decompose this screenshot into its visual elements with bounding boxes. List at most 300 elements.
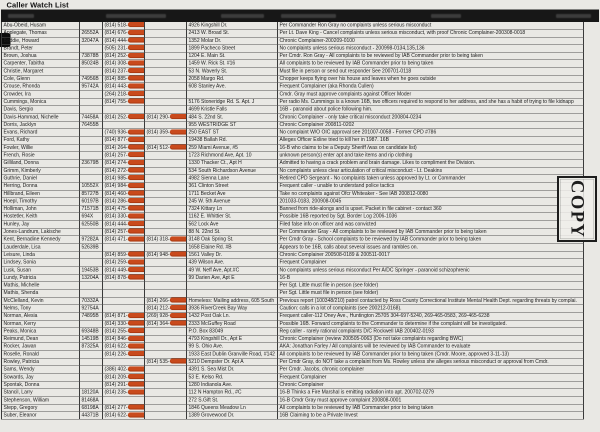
table-row	[2, 366, 584, 374]
caller-id-number: 694X	[80, 213, 103, 220]
caller-id-number	[80, 290, 103, 297]
caller-restriction-note: 16-B	[278, 274, 584, 281]
caller-id-number: 81468A	[80, 397, 103, 404]
caller-phone-primary	[103, 244, 145, 251]
caller-restriction-note: 201033-0183, 200908-0045	[278, 198, 584, 205]
caller-phone-primary: (814) 518-	[103, 22, 145, 29]
caller-address: 955 WESTRIDGE ST	[187, 121, 278, 128]
redaction-mark	[128, 53, 145, 58]
caller-id-number: 68198A	[80, 404, 103, 411]
caller-id-number: 74895B	[80, 313, 103, 320]
caller-restriction-note: 16B Claiming to be a Private Invest	[278, 412, 584, 419]
table-row	[2, 30, 584, 38]
table-row	[2, 359, 584, 367]
caller-phone-primary	[103, 121, 145, 128]
table-row	[2, 129, 584, 137]
caller-phone-secondary	[145, 343, 187, 350]
caller-name: Davis, Sergio	[2, 106, 80, 113]
table-row	[2, 251, 584, 259]
table-row	[2, 206, 584, 214]
table-row	[2, 351, 584, 359]
table-row	[2, 213, 584, 221]
caller-id-number: 92754A	[80, 305, 103, 312]
caller-address: 562 Lock Ave	[187, 221, 278, 228]
redaction-mark	[128, 137, 145, 142]
caller-address: 7324 Kittary Ln	[187, 206, 278, 213]
caller-id-number: 76455B	[80, 121, 103, 128]
caller-phone-primary	[103, 282, 145, 289]
table-row	[2, 274, 584, 282]
caller-phone-secondary	[145, 221, 187, 228]
caller-restriction-note: Chopper keeps flying over his house and leaves when he goes outside	[278, 76, 584, 83]
caller-phone-primary: (814) 460-	[103, 190, 145, 197]
caller-phone-secondary	[145, 175, 187, 182]
caller-phone-secondary	[145, 404, 187, 411]
redaction-mark	[170, 359, 187, 364]
caller-phone-secondary	[145, 37, 187, 44]
table-row	[2, 175, 584, 183]
caller-phone-primary: (814) 985-	[103, 175, 145, 182]
table-row	[2, 328, 584, 336]
caller-address: 1658 Elaine Rd. #B	[187, 244, 278, 251]
caller-address: 250 EAST ST	[187, 129, 278, 136]
caller-address	[187, 290, 278, 297]
caller-restriction-note: No complaints unless serious misconduct Per A/DC Springer - paranoid schizophrenic	[278, 267, 584, 274]
caller-name: Fowler, Willie	[2, 144, 80, 151]
caller-restriction-note: Reg caller - rarely rational complaints D/C Rockwell IAB 200402-0193	[278, 328, 584, 335]
caller-id-number	[80, 98, 103, 105]
caller-address: Homeless: Mailing address, 605 South	[187, 297, 278, 304]
caller-address: 361 Clinton Street	[187, 183, 278, 190]
caller-phone-primary: (814) 984-	[103, 183, 145, 190]
caller-phone-secondary	[145, 244, 187, 251]
caller-id-number: 97282A	[80, 236, 103, 243]
caller-id-number: 14519B	[80, 336, 103, 343]
caller-address: 259 Miami Avenue, #5	[187, 144, 278, 151]
caller-phone-secondary	[145, 336, 187, 343]
caller-id-number: 85727B	[80, 190, 103, 197]
caller-phone-secondary	[145, 198, 187, 205]
caller-id-number: 87325A	[80, 343, 103, 350]
caller-id-number	[80, 351, 103, 358]
table-row	[2, 114, 584, 122]
caller-id-number: 62550B	[80, 221, 103, 228]
table-header-bar	[1, 10, 599, 23]
redaction-mark	[170, 236, 187, 241]
caller-restriction-note: Banned from ride-alongs and is upset. Packet in file cabinet - contact 360	[278, 206, 584, 213]
caller-name: Brown, Joshua	[2, 53, 80, 60]
caller-phone-secondary	[145, 106, 187, 113]
caller-phone-primary: (814) 255-	[103, 328, 145, 335]
caller-restriction-note: Per Lt. Dave King - Cancel complaints unless serious misconduct, with proof Chronic Complainer-200308-0018	[278, 30, 584, 37]
caller-restriction-note: Per Cmdr Gray - School complaints to be reviewed by IAB Commander prior to being taken	[278, 236, 584, 243]
caller-restriction-note: Chronic Complainer 200508-0189 & 200511-0017	[278, 251, 584, 258]
caller-id-number: 70332A	[80, 297, 103, 304]
caller-phone-secondary	[145, 167, 187, 174]
caller-name: Lindsey, Sonia	[2, 259, 80, 266]
caller-phone-secondary	[145, 190, 187, 197]
caller-id-number: 73878B	[80, 53, 103, 60]
table-row	[2, 282, 584, 290]
table-row	[2, 381, 584, 389]
table-row	[2, 313, 584, 321]
caller-restriction-note: unknown person(s) enter apt and take items and rip clothing	[278, 152, 584, 159]
caller-restriction-note: All complaints to be reviewed by IAB Commander prior to being taken (Cmdr. Moore, approved 3-11-13)	[278, 351, 584, 358]
redaction-mark	[170, 320, 187, 325]
caller-phone-secondary	[145, 397, 187, 404]
caller-restriction-note: 16-B Thinks a Fire Marshal is emitting radiation into apt. 200702-0279	[278, 389, 584, 396]
caller-id-number	[80, 175, 103, 182]
caller-restriction-note: Chronic Complainer	[278, 381, 584, 388]
table-row	[2, 374, 584, 382]
caller-id-number	[80, 251, 103, 258]
caller-id-number	[80, 359, 103, 366]
redaction-mark	[128, 405, 145, 410]
table-row	[2, 45, 584, 53]
caller-address: 1723 Richmond Ave, Apt. 10	[187, 152, 278, 159]
caller-restriction-note: Filed false info on officer and was convicted	[278, 221, 584, 228]
caller-restriction-note: Possible 16B. Forward complaints to the Commander to determine if the complaint will be investigated.	[278, 320, 584, 327]
caller-name: Guthrie, Daniel	[2, 175, 80, 182]
caller-address: 4982 Sienna Lane	[187, 175, 278, 182]
redaction-mark	[128, 160, 145, 165]
caller-name: Boddie, Howard	[2, 37, 80, 44]
table-row	[2, 22, 584, 30]
caller-phone-primary: (814) 622-	[103, 343, 145, 350]
caller-restriction-note: Cmdr. Gray must approve complaints against Officer Moder	[278, 91, 584, 98]
caller-address: 2058 Margo Rd.	[187, 76, 278, 83]
caller-name: Hillbrand, Eileen	[2, 190, 80, 197]
caller-phone-secondary	[145, 83, 187, 90]
caller-id-number	[80, 167, 103, 174]
table-row	[2, 53, 584, 61]
caller-id-number: 13204A	[80, 274, 103, 281]
caller-phone-secondary	[145, 290, 187, 297]
caller-id-number: 69348B	[80, 328, 103, 335]
caller-phone-primary: (814) 237-	[103, 68, 145, 75]
caller-restriction-note: Frequent caller-112 Oney Ave., Huntington 25705 304-697-5240, 269-465-0583, 269-465-6238	[278, 313, 584, 320]
caller-restriction-note: No complaints unless clear articulation of critical misconduct - Lt. Deakins	[278, 167, 584, 174]
redaction-mark	[128, 83, 145, 88]
caller-name: Lauderdale, Lisa	[2, 244, 80, 251]
redaction-mark	[128, 366, 145, 371]
caller-name: Rocker, Jawan	[2, 343, 80, 350]
caller-phone-secondary	[145, 91, 187, 98]
caller-restriction-note: Frequent Complainer (aka Rhonda Cullen)	[278, 83, 584, 90]
caller-address: 88 N. 22nd St.	[187, 229, 278, 236]
caller-name: Dorris, Jacklyn	[2, 121, 80, 128]
caller-restriction-note: Per Sgt. Little must file in person (see folder)	[278, 290, 584, 297]
copy-stamp	[557, 176, 597, 242]
caller-phone-primary: (814) 235-	[103, 389, 145, 396]
caller-id-number	[80, 68, 103, 75]
caller-phone-primary: (814) 274-	[103, 160, 145, 167]
redaction-mark	[128, 91, 145, 96]
table-row	[2, 259, 584, 267]
illegible-header-text	[556, 14, 591, 18]
caller-phone-secondary: (814) 290-	[145, 114, 187, 121]
caller-restriction-note: Per Sgt. Little must file in person (see folder)	[278, 282, 584, 289]
caller-address: 3936 RiverCreek Bay Way	[187, 305, 278, 312]
table-row	[2, 160, 584, 168]
redaction-mark	[128, 206, 145, 211]
caller-phone-primary: (814) 859-	[103, 251, 145, 258]
table-row	[2, 244, 584, 252]
caller-name: Roselle, Ronald	[2, 351, 80, 358]
caller-address: 1204 E. Main St.	[187, 53, 278, 60]
caller-restriction-note: Take no complaints against Ofcr Whiteaker - See IAB 200812-0080	[278, 190, 584, 197]
table-row	[2, 305, 584, 313]
caller-phone-secondary: (814) 212-	[145, 305, 187, 312]
caller-restriction-note: Possible 16B reported by Sgt. Border Log 2006-1036	[278, 213, 584, 220]
caller-address	[187, 282, 278, 289]
caller-restriction-note: Frequent Complainer	[278, 259, 584, 266]
caller-id-number	[80, 366, 103, 373]
caller-address: 112 N Hampton Rd., #C	[187, 389, 278, 396]
caller-id-number	[80, 320, 103, 327]
caller-restriction-note: 16-B who claims to be a Deputy Sheriff /was on candidate list)	[278, 144, 584, 151]
caller-name: Crouse, Rhonda	[2, 83, 80, 90]
caller-phone-primary: (814) 252-	[103, 114, 145, 121]
caller-watch-table	[1, 22, 584, 420]
caller-address: 2413 W. Broad St.	[187, 30, 278, 37]
caller-restriction-note: Chronic Complainer - only take critical misconduct 200804-0234	[278, 114, 584, 121]
caller-phone-secondary: (814) 364-	[145, 320, 187, 327]
caller-id-number: 44371B	[80, 412, 103, 419]
caller-name: Nelms, Tony	[2, 305, 80, 312]
redaction-mark	[128, 152, 145, 157]
caller-name: Suber, Eleanor	[2, 412, 80, 419]
caller-phone-primary: (814) 272-	[103, 167, 145, 174]
caller-phone-primary: (740) 936-	[103, 129, 145, 136]
redaction-mark	[128, 114, 145, 119]
redaction-mark	[128, 343, 145, 348]
redaction-mark	[128, 30, 145, 35]
caller-address: 1330 Thacker Ct., Apt H	[187, 160, 278, 167]
caller-id-number: 85024B	[80, 60, 103, 67]
caller-restriction-note: Must file in person or send out responder See 200701-0118	[278, 68, 584, 75]
caller-phone-secondary	[145, 60, 187, 67]
redaction-mark	[128, 60, 145, 65]
caller-address: 4926 Kingshill Dr.	[187, 22, 278, 29]
caller-address: 4391 S. Sea Mist Dr.	[187, 366, 278, 373]
caller-phone-secondary	[145, 137, 187, 144]
illegible-header-text	[221, 14, 264, 18]
table-row	[2, 389, 584, 397]
table-row	[2, 152, 584, 160]
caller-name: Lusk, Susan	[2, 267, 80, 274]
caller-name: Carpenter, Tabitha	[2, 60, 80, 67]
caller-id-number	[80, 381, 103, 388]
caller-phone-secondary	[145, 328, 187, 335]
redaction-mark	[170, 129, 187, 134]
caller-phone-primary: (814) 264-	[103, 144, 145, 151]
caller-name: Brandt, Peter	[2, 45, 80, 52]
redaction-mark	[128, 389, 145, 394]
caller-phone-secondary	[145, 412, 187, 419]
caller-phone-primary: (814) 846-	[103, 336, 145, 343]
redaction-mark	[128, 374, 145, 379]
caller-phone-secondary	[145, 160, 187, 167]
caller-id-number	[80, 144, 103, 151]
redaction-mark	[128, 336, 145, 341]
caller-phone-primary: (814) 330-	[103, 320, 145, 327]
caller-phone-primary: (814) 471-	[103, 236, 145, 243]
caller-name: Peaks, Monica	[2, 328, 80, 335]
table-row	[2, 183, 584, 191]
caller-phone-primary	[103, 106, 145, 113]
redaction-mark	[128, 198, 145, 203]
caller-name: Mathis, Shenda	[2, 290, 80, 297]
redaction-mark	[128, 68, 145, 73]
caller-name: Stancil, Larry	[2, 389, 80, 396]
caller-name: Gilliland, Donna	[2, 160, 80, 167]
caller-phone-secondary	[145, 374, 187, 381]
table-row	[2, 121, 584, 129]
table-row	[2, 336, 584, 344]
caller-id-number	[80, 91, 103, 98]
caller-id-number	[80, 22, 103, 29]
caller-restriction-note: Per Cmdr. Jacobs, chronic complainer	[278, 366, 584, 373]
caller-name: Cole, Glenn	[2, 76, 80, 83]
redaction-mark	[128, 22, 145, 27]
caller-address: 1933 East Dublin Granville Road, #142	[187, 351, 278, 358]
caller-phone-secondary	[145, 30, 187, 37]
caller-id-number	[80, 229, 103, 236]
caller-address: 608 Stanley Ave.	[187, 83, 278, 90]
caller-restriction-note: 16B - paranoid about police following him.	[278, 106, 584, 113]
caller-id-number: 95742A	[80, 83, 103, 90]
caller-address: 1711 Becket Ave	[187, 190, 278, 197]
caller-restriction-note: Chronic Complainer-200209-0100	[278, 37, 584, 44]
caller-name: Cummings, Monica	[2, 98, 80, 105]
caller-restriction-note: No complaint W/O OIC approval see 201007-0058 - Former CPD #786	[278, 129, 584, 136]
caller-phone-secondary	[145, 274, 187, 281]
caller-name: Spontak, Donna	[2, 381, 80, 388]
caller-restriction-note: Appears to be 16B, calls about several issues and rambles on.	[278, 244, 584, 251]
caller-phone-secondary: (814) 266-	[145, 297, 187, 304]
caller-phone-primary: (505) 231-	[103, 45, 145, 52]
redaction-mark	[128, 168, 145, 173]
caller-name: Ford, Kathy	[2, 137, 80, 144]
redaction-mark	[128, 221, 145, 226]
table-row	[2, 229, 584, 237]
caller-name: Christie, Margaret	[2, 68, 80, 75]
redaction-mark	[170, 305, 187, 310]
caller-name: Davis-Hammad, Nichelle	[2, 114, 80, 121]
caller-phone-primary: (814) 226-	[103, 351, 145, 358]
table-row	[2, 68, 584, 76]
caller-phone-secondary: (814) 948-	[145, 251, 187, 258]
redaction-mark	[128, 175, 145, 180]
caller-phone-secondary	[145, 53, 187, 60]
caller-name: Abu-Obeid, Husam	[2, 22, 80, 29]
caller-name: Reimund, Dean	[2, 336, 80, 343]
caller-phone-secondary	[145, 98, 187, 105]
caller-name: Stephenson, William	[2, 397, 80, 404]
caller-phone-secondary	[145, 259, 187, 266]
caller-name: Norman, Alesia	[2, 313, 80, 320]
caller-phone-primary: (814) 444-	[103, 221, 145, 228]
table-row	[2, 167, 584, 175]
caller-phone-primary: (814) 259-	[103, 259, 145, 266]
caller-name: Crowder, Ira	[2, 91, 80, 98]
table-row	[2, 144, 584, 152]
redaction-mark	[170, 114, 187, 119]
caller-address: 1561 Valley Dr.	[187, 251, 278, 258]
caller-restriction-note: Per Cmdr Gray, do NOT take a complaint from Ms. Rowley unless she alleges serious misconduct or approval from Cmdr.	[278, 359, 584, 366]
redaction-mark	[128, 183, 145, 188]
caller-phone-secondary	[145, 282, 187, 289]
caller-phone-secondary	[145, 152, 187, 159]
caller-phone-primary: (814) 877-	[103, 137, 145, 144]
redaction-mark	[128, 259, 145, 264]
caller-name: Mathis, Michelle	[2, 282, 80, 289]
page-title: Caller Watch List	[6, 1, 69, 10]
caller-phone-primary: (814) 257-	[103, 229, 145, 236]
caller-id-number: 60197B	[80, 198, 103, 205]
caller-address: 4793 Kingshill Dr., Apt E	[187, 336, 278, 343]
caller-address: 4699 Kristle Falls	[187, 106, 278, 113]
caller-id-number: 71571B	[80, 206, 103, 213]
caller-address	[187, 91, 278, 98]
caller-name: Leisure, Linda	[2, 251, 80, 258]
caller-address: 53 N. Waverly St.	[187, 68, 278, 75]
caller-restriction-note: Alleges Officer Exline tried to kill her in 1987. 16B	[278, 137, 584, 144]
caller-address: 1899 Pacheco Street	[187, 45, 278, 52]
redaction-mark	[170, 145, 187, 150]
redaction-mark	[170, 313, 187, 318]
redaction-mark	[128, 76, 145, 81]
caller-address: 1162 E. Whittier St.	[187, 213, 278, 220]
caller-restriction-note: AKA: Jonathan Farley / All complaints will be reviewed by IAB Commander to evaluate	[278, 343, 584, 350]
caller-id-number: 52639B	[80, 244, 103, 251]
caller-address: 484 S. 22nd St.	[187, 114, 278, 121]
redaction-mark	[128, 351, 145, 356]
caller-name: Hoepl, Timothy	[2, 198, 80, 205]
caller-phone-secondary	[145, 45, 187, 52]
table-row	[2, 221, 584, 229]
redaction-mark	[128, 213, 145, 218]
caller-restriction-note: Per Commander Ron Gray no complaints unless serious misconduct	[278, 22, 584, 29]
caller-phone-secondary	[145, 351, 187, 358]
caller-phone-secondary: (814) 359-	[145, 129, 187, 136]
caller-name: Grimm, Kimberly	[2, 167, 80, 174]
table-row	[2, 404, 584, 412]
caller-name: Hostetler, Keith	[2, 213, 80, 220]
caller-address: 1459 W. Rick St. #16	[187, 60, 278, 67]
redaction-mark	[128, 236, 145, 241]
caller-phone-primary: (814) 209-	[103, 374, 145, 381]
caller-id-number	[80, 282, 103, 289]
caller-name: Applegate, Thomas	[2, 30, 80, 37]
caller-phone-secondary	[145, 183, 187, 190]
caller-name: McClelland, Kevin	[2, 297, 80, 304]
caller-address: P.O. Box 83049	[187, 328, 278, 335]
redaction-mark	[128, 37, 145, 42]
caller-phone-primary: (814) 449-	[103, 267, 145, 274]
caller-phone-primary: (814) 885-	[103, 76, 145, 83]
caller-address: 1432 Post Oak Ln.	[187, 313, 278, 320]
caller-id-number	[80, 129, 103, 136]
caller-phone-primary	[103, 297, 145, 304]
caller-phone-primary	[103, 397, 145, 404]
illegible-header-text	[281, 14, 336, 18]
caller-phone-primary: (814) 252-	[103, 53, 145, 60]
illegible-header-text	[431, 14, 461, 18]
table-row	[2, 343, 584, 351]
caller-address: 1846 Queens Meadow Ln	[187, 404, 278, 411]
